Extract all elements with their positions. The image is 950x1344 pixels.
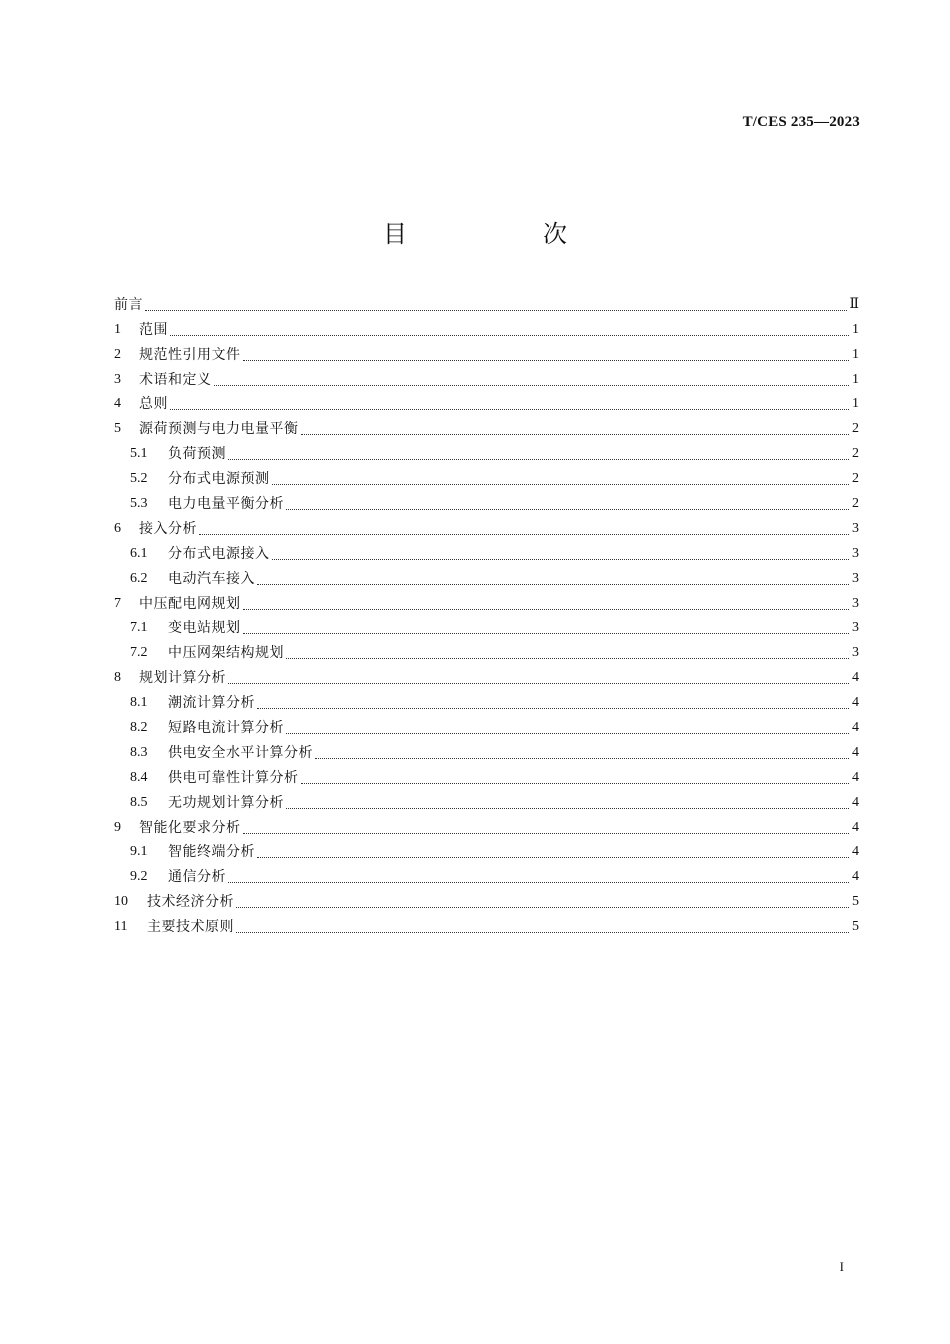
toc-entry-page: 2 xyxy=(852,421,859,437)
toc-dot-leader xyxy=(301,782,850,784)
toc-entry-number: 6.1 xyxy=(130,545,148,561)
toc-entry[interactable] xyxy=(114,342,859,367)
toc-entry[interactable] xyxy=(114,616,859,641)
toc-entry-label: 智能化要求分析 xyxy=(139,819,241,836)
toc-entry[interactable] xyxy=(114,815,859,840)
toc-entry-label: 源荷预测与电力电量平衡 xyxy=(139,421,299,438)
toc-entry-number: 6.2 xyxy=(130,570,148,586)
toc-entry[interactable] xyxy=(114,740,859,765)
toc-entry-number: 7.1 xyxy=(130,620,148,636)
toc-entry[interactable] xyxy=(114,715,859,740)
toc-entry-label: 中压配电网规划 xyxy=(139,595,241,612)
toc-entry-label: 主要技术原则 xyxy=(147,919,234,936)
toc-dot-leader xyxy=(243,832,850,834)
toc-entry-number: 9.1 xyxy=(130,844,148,860)
toc-entry-label: 分布式电源接入 xyxy=(168,545,270,562)
toc-entry-label: 前言 xyxy=(114,296,143,313)
toc-entry[interactable] xyxy=(114,889,859,914)
toc-entry-number: 8.4 xyxy=(130,769,148,785)
toc-entry-page: 3 xyxy=(852,545,859,561)
toc-entry[interactable] xyxy=(114,416,859,441)
toc-entry[interactable] xyxy=(114,541,859,566)
toc-entry[interactable] xyxy=(114,516,859,541)
toc-dot-leader xyxy=(228,682,849,684)
toc-entry-label: 通信分析 xyxy=(168,869,226,886)
toc-dot-leader xyxy=(257,583,849,585)
toc-dot-leader xyxy=(170,334,849,336)
toc-entry-page: 4 xyxy=(852,844,859,860)
toc-entry-page: 3 xyxy=(852,620,859,636)
toc-entry-number: 8.5 xyxy=(130,794,148,810)
toc-entry-label: 供电可靠性计算分析 xyxy=(168,769,299,786)
toc-entry-label: 技术经济分析 xyxy=(147,894,234,911)
toc-entry[interactable] xyxy=(114,292,859,317)
toc-entry-number: 2 xyxy=(114,346,121,362)
toc-entry-page: 5 xyxy=(852,894,859,910)
toc-entry-number: 5.2 xyxy=(130,471,148,487)
toc-dot-leader xyxy=(301,433,850,435)
toc-entry[interactable] xyxy=(114,466,859,491)
toc-entry-number: 1 xyxy=(114,321,121,337)
toc-entry-page: 1 xyxy=(852,321,859,337)
toc-entry-number: 8.2 xyxy=(130,720,148,736)
toc-entry-number: 5 xyxy=(114,421,121,437)
toc-dot-leader xyxy=(228,458,849,460)
toc-entry[interactable] xyxy=(114,367,859,392)
toc-entry-page: 1 xyxy=(852,396,859,412)
toc-dot-leader xyxy=(214,384,850,386)
toc-entry-page: 1 xyxy=(852,346,859,362)
toc-entry-label: 负荷预测 xyxy=(168,446,226,463)
toc-entry-number: 5.3 xyxy=(130,496,148,512)
toc-entry[interactable] xyxy=(114,441,859,466)
toc-entry-page: 5 xyxy=(852,919,859,935)
toc-entry-page: 4 xyxy=(852,869,859,885)
toc-entry-label: 潮流计算分析 xyxy=(168,695,255,712)
toc-entry-number: 8.3 xyxy=(130,744,148,760)
toc-entry-number: 9 xyxy=(114,819,121,835)
toc-entry[interactable] xyxy=(114,491,859,516)
toc-entry-page: 2 xyxy=(852,446,859,462)
toc-dot-leader xyxy=(236,931,849,933)
toc-dot-leader xyxy=(257,856,849,858)
toc-entry-label: 供电安全水平计算分析 xyxy=(168,744,313,761)
toc-entry-number: 8.1 xyxy=(130,695,148,711)
toc-entry-label: 短路电流计算分析 xyxy=(168,720,284,737)
toc-entry-page: 4 xyxy=(852,720,859,736)
toc-dot-leader xyxy=(243,632,850,634)
toc-entry-number: 5.1 xyxy=(130,446,148,462)
toc-entry[interactable] xyxy=(114,864,859,889)
toc-entry-page: 1 xyxy=(852,371,859,387)
toc-entry-label: 规划计算分析 xyxy=(139,670,226,687)
toc-entry-number: 4 xyxy=(114,396,121,412)
toc-entry-label: 中压网架结构规划 xyxy=(168,645,284,662)
toc-dot-leader xyxy=(272,558,850,560)
toc-entry[interactable] xyxy=(114,690,859,715)
toc-dot-leader xyxy=(286,807,849,809)
toc-entry-label: 分布式电源预测 xyxy=(168,471,270,488)
toc-dot-leader xyxy=(315,757,849,759)
toc-dot-leader xyxy=(236,906,849,908)
toc-entry-label: 无功规划计算分析 xyxy=(168,794,284,811)
toc-entry[interactable] xyxy=(114,665,859,690)
toc-entry-number: 11 xyxy=(114,919,128,935)
toc-entry-label: 规范性引用文件 xyxy=(139,346,241,363)
toc-dot-leader xyxy=(286,508,849,510)
toc-entry-number: 8 xyxy=(114,670,121,686)
toc-dot-leader xyxy=(286,732,849,734)
toc-entry-page: 4 xyxy=(852,695,859,711)
toc-entry-page: 4 xyxy=(852,794,859,810)
toc-entry[interactable] xyxy=(114,317,859,342)
toc-dot-leader xyxy=(170,408,849,410)
toc-dot-leader xyxy=(243,608,850,610)
toc-dot-leader xyxy=(145,309,847,311)
toc-dot-leader xyxy=(286,657,849,659)
toc-entry-label: 范围 xyxy=(139,321,168,338)
page-number: I xyxy=(839,1259,844,1274)
toc-entry[interactable] xyxy=(114,640,859,665)
toc-entry[interactable] xyxy=(114,392,859,417)
document-id: T/CES 235—2023 xyxy=(742,114,860,130)
toc-entry-label: 电动汽车接入 xyxy=(168,570,255,587)
toc-entry-page: 2 xyxy=(852,471,859,487)
toc-entry-number: 7.2 xyxy=(130,645,148,661)
toc-entry-label: 接入分析 xyxy=(139,520,197,537)
toc-entry-label: 电力电量平衡分析 xyxy=(168,496,284,513)
toc-entry-label: 变电站规划 xyxy=(168,620,241,637)
toc-entry[interactable] xyxy=(114,765,859,790)
toc-entry-page: 2 xyxy=(852,496,859,512)
toc-entry-page: 4 xyxy=(852,744,859,760)
toc-dot-leader xyxy=(272,483,850,485)
toc-entry-page: 3 xyxy=(852,520,859,536)
toc-dot-leader xyxy=(199,533,849,535)
toc-entry-page: 3 xyxy=(852,570,859,586)
toc-entry-page: 3 xyxy=(852,595,859,611)
toc-entry-label: 术语和定义 xyxy=(139,371,212,388)
toc-entry-page: 4 xyxy=(852,769,859,785)
toc-entry-page: Ⅱ xyxy=(849,296,859,312)
toc-entry-label: 总则 xyxy=(139,396,168,413)
toc-entry-page: 4 xyxy=(852,819,859,835)
toc-entry-label: 智能终端分析 xyxy=(168,844,255,861)
toc-entry[interactable] xyxy=(114,914,859,939)
toc-entry-page: 4 xyxy=(852,670,859,686)
toc-entry[interactable] xyxy=(114,566,859,591)
toc-entry-number: 10 xyxy=(114,894,128,910)
toc-dot-leader xyxy=(228,881,849,883)
toc-entry-number: 6 xyxy=(114,520,121,536)
toc-entry-number: 3 xyxy=(114,371,121,387)
table-of-contents xyxy=(114,292,859,939)
toc-entry[interactable] xyxy=(114,790,859,815)
toc-entry-page: 3 xyxy=(852,645,859,661)
toc-entry-number: 9.2 xyxy=(130,869,148,885)
toc-entry[interactable] xyxy=(114,591,859,616)
toc-entry-number: 7 xyxy=(114,595,121,611)
toc-title: 目 次 xyxy=(383,220,623,248)
toc-entry[interactable] xyxy=(114,840,859,865)
toc-dot-leader xyxy=(257,707,849,709)
toc-dot-leader xyxy=(243,359,850,361)
